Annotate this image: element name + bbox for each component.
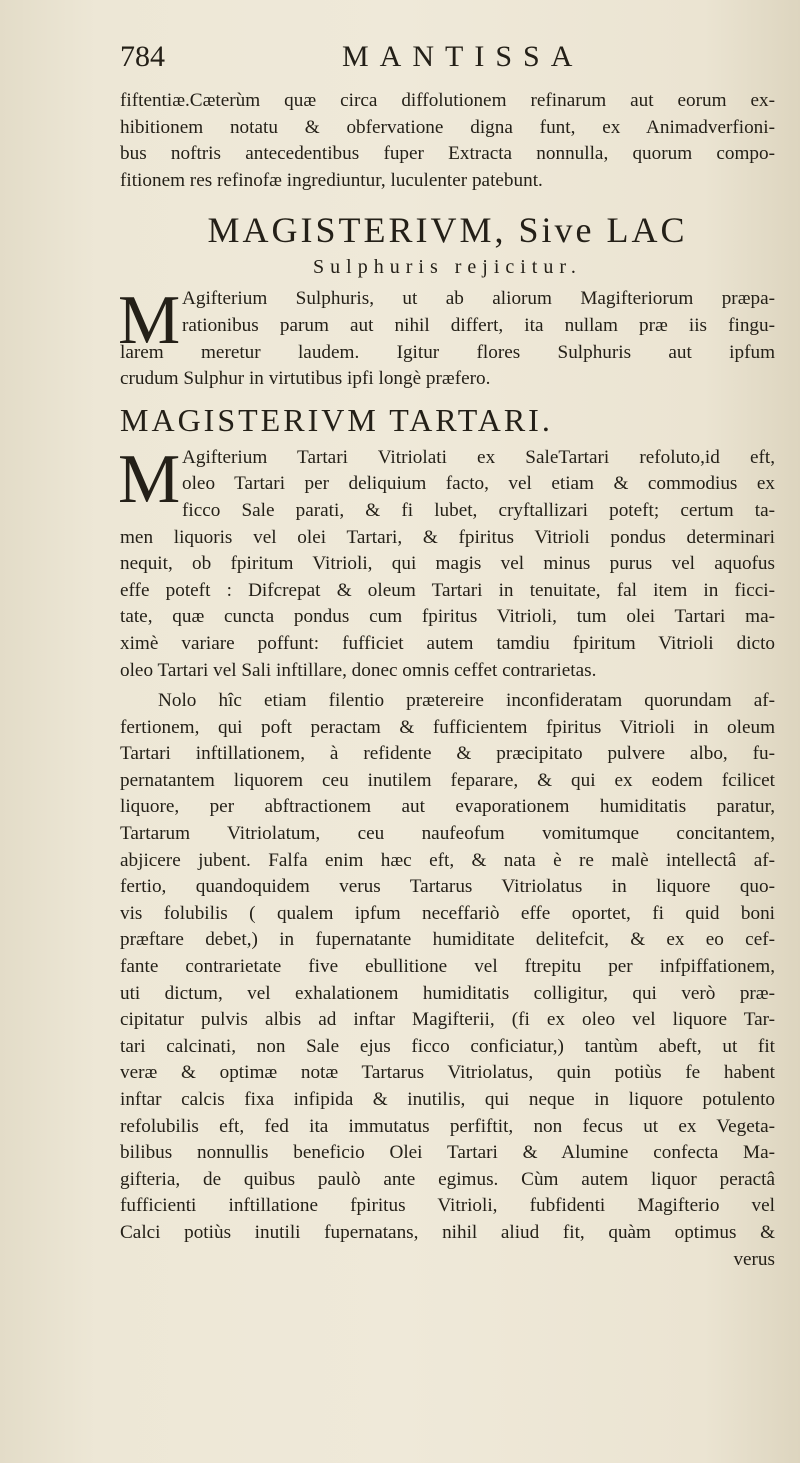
text-line: fiftentiæ.Cæterùm quæ circa diffolutionem refinarum aut eorum ex- [120, 90, 775, 111]
text-line: nequit, ob fpiritum Vitrioli, qui magis vel minus purus vel aquofus [120, 553, 775, 575]
text-line: men liquoris vel olei Tartari, & fpiritus Vitrioli pondus determinari [120, 526, 775, 548]
text-line: uti dictum, vel exhalationem humiditatis colligitur, qui verò præ- [120, 982, 775, 1004]
text-line: Tartari inftillationem, à refidente & præcipitato pulvere albo, fu- [120, 743, 775, 765]
text-line: ximè variare poffunt: fufficiet autem tamdiu fpiritum Vitrioli dicto [120, 632, 775, 654]
text-line: veræ & optimæ notæ Tartarus Vitriolatus, quin potiùs fe habent [120, 1062, 775, 1084]
catchword: verus [733, 1248, 775, 1270]
text-line: hibitionem notatu & obfervatione digna funt, ex Animadverfioni- [120, 116, 775, 138]
text-line: cipitatur pulvis albis ad inftar Magifterii, (fi ex oleo vel liquore Tar- [120, 1009, 775, 1031]
text-line: refolubilis eft, fed ita immutatus perfiftit, non fecus ut ex Vegeta- [120, 1115, 775, 1137]
paragraph-magisterium-sulphuris [118, 282, 775, 392]
section-heading-magisterium-sulphuris: MAGISTERIVM, Sive LAC [207, 210, 688, 251]
text-line: effe poteft : Difcrepat & oleum Tartari in tenuitate, fal item in ficci- [120, 579, 775, 601]
text-line: crudum Sulphur in virtutibus ipfi longè præfero. [120, 368, 491, 390]
text-line: fertionem, qui poft peractam & fufficientem fpiritus Vitrioli in oleum [120, 716, 775, 738]
text-line: larem meretur laudem. Igitur flores Sulphuris aut ipfum [120, 341, 775, 363]
text-line: bilibus nonnullis beneficio Olei Tartari & Alumine confecta Ma- [120, 1142, 775, 1164]
page-number: 784 [120, 40, 165, 73]
text-line: tari calcinati, non Sale ejus ficco conficiatur,) tantùm abeft, ut fit [120, 1035, 775, 1057]
text-line: gifteria, de quibus paulò ante egimus. Cùm autem liquor peractâ [120, 1168, 775, 1190]
text-line: bus noftris antecedentibus fuper Extracta nonnulla, quorum compo- [120, 143, 775, 165]
text-line: Agifterium Tartari Vitriolati ex SaleTartari refoluto,id eft, [182, 446, 775, 468]
text-line: fufficienti inftillatione fpiritus Vitrioli, fubfidenti Magifterio vel [120, 1195, 775, 1217]
section-heading-magisterium-tartari: MAGISTERIVM TARTARI. [120, 401, 553, 438]
text-line: Agifterium Sulphuris, ut ab aliorum Magifteriorum præpa- [182, 288, 775, 310]
text-line: Nolo hîc etiam filentio prætereire inconfideratam quorundam af- [158, 690, 775, 712]
drop-cap: M [118, 282, 181, 360]
page-header [120, 36, 740, 84]
running-title: MANTISSA [342, 40, 584, 73]
text-line: fante contrarietate five ebullitione vel ftrepitu per infpiffationem, [120, 956, 775, 978]
paragraph-magisterium-tartari [118, 440, 775, 684]
intro-paragraph [120, 88, 775, 194]
text-line: inftar calcis fixa infipida & inutilis, qui neque in liquore potulento [120, 1089, 775, 1110]
text-line: pernatantem liquorem ceu inutilem feparare, & qui ex eodem fcilicet [120, 769, 775, 791]
drop-cap: M [118, 440, 181, 518]
page-body [120, 84, 775, 1273]
text-line: tate, quæ cuncta pondus cum fpiritus Vitrioli, tum olei Tartari ma- [120, 606, 775, 628]
text-line: præftare debet,) in fupernatante humiditate delitefcit, & ex eo cef- [120, 929, 775, 951]
text-line: vis folubilis ( qualem ipfum neceffariò effe oportet, fi quid boni [120, 902, 775, 924]
text-line: liquore, per abftractionem aut evaporationem humiditatis paratur, [120, 796, 775, 818]
paragraph-nolo-hic [120, 688, 775, 1273]
text-line: abjicere jubent. Falfa enim hæc eft, & nata è re malè intellectâ af- [120, 849, 775, 871]
text-line: rationibus parum aut nihil differt, ita nullam præ iis fingu- [182, 314, 775, 336]
text-line: oleo Tartari per deliquium facto, vel etiam & commodius ex [182, 473, 775, 495]
text-line: oleo Tartari vel Sali inftillare, donec omnis ceffet contrarietas. [120, 659, 597, 681]
text-line: fitionem res refinofæ ingrediuntur, luculenter patebunt. [120, 169, 543, 191]
text-line: Tartarum Vitriolatum, ceu naufeofum vomitumque concitantem, [120, 823, 775, 845]
section-subheading: Sulphuris rejicitur. [313, 256, 582, 279]
text-line: Calci potiùs inutili fupernatans, nihil aliud fit, quàm optimus & [120, 1221, 775, 1243]
text-line: fertio, quandoquidem verus Tartarus Vitriolatus in liquore quo- [120, 876, 775, 898]
text-line: ficco Sale parati, & fi lubet, cryftallizari poteft; certum ta- [182, 499, 775, 521]
